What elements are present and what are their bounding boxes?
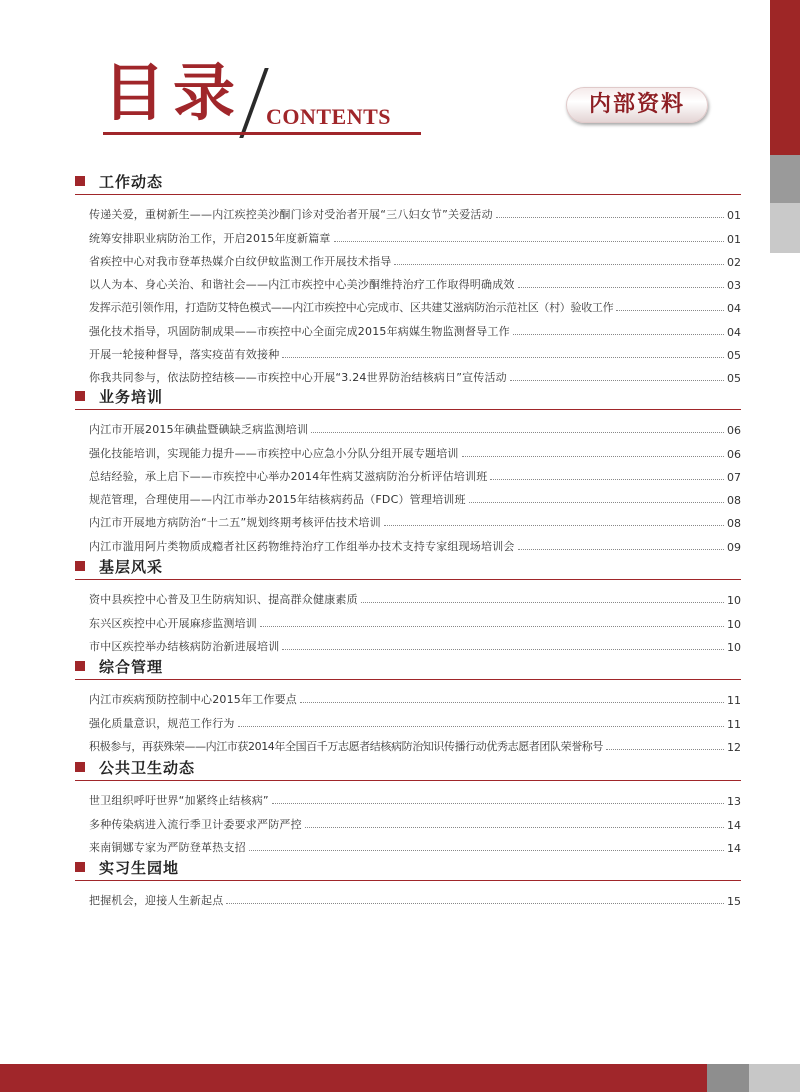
- toc-entry-page: 06: [727, 424, 741, 438]
- toc-entry-page: 01: [727, 209, 741, 223]
- section-divider: [75, 679, 741, 680]
- toc-entry-page: 10: [727, 640, 741, 654]
- toc-entry-page: 04: [727, 302, 741, 316]
- title-underline: [103, 132, 421, 135]
- toc-entry-title: 东兴区疾控中心开展麻疹监测培训: [89, 616, 257, 630]
- toc-entry-title: 积极参与，再获殊荣——内江市获2014年全国百千万志愿者结核病防治知识传播行动优秀志愿者团队荣誉称号: [89, 739, 603, 753]
- toc-entry[interactable]: [75, 199, 741, 222]
- toc-entry-title: 强化技能培训，实现能力提升——市疾控中心应急小分队分组开展专题培训: [89, 446, 459, 460]
- section-divider: [75, 409, 741, 410]
- section-title: 公共卫生动态: [99, 758, 196, 777]
- toc-entry[interactable]: [75, 684, 741, 707]
- toc-entry[interactable]: [75, 530, 741, 553]
- toc-entry-title: 内江市滥用阿片类物质成瘾者社区药物维持治疗工作组举办技术支持专家组现场培训会: [89, 539, 515, 553]
- toc-entry-page: 11: [727, 717, 741, 731]
- leader-dots: [462, 456, 724, 457]
- section-marker-icon: [75, 176, 85, 186]
- toc-entry-page: 10: [727, 617, 741, 631]
- toc-entry-page: 09: [727, 540, 741, 554]
- toc-entry-page: 06: [727, 447, 741, 461]
- toc-entry-title: 把握机会，迎接人生新起点: [89, 894, 224, 908]
- toc-entry-page: 12: [727, 740, 741, 754]
- section-divider: [75, 780, 741, 781]
- toc-entry[interactable]: [75, 437, 741, 460]
- toc-entry-title: 规范管理，合理使用——内江市举办2015年结核病药品（FDC）管理培训班: [89, 493, 466, 507]
- toc-entry[interactable]: [75, 461, 741, 484]
- leader-dots: [249, 850, 724, 851]
- section-training: [75, 385, 741, 554]
- toc-entry[interactable]: [75, 414, 741, 437]
- toc-entry-title: 内江市疾病预防控制中心2015年工作要点: [89, 693, 297, 707]
- toc-entry-page: 11: [727, 694, 741, 708]
- toc-entry-page: 15: [727, 895, 741, 909]
- leader-dots: [384, 525, 724, 526]
- leader-dots: [490, 479, 724, 480]
- leader-dots: [513, 334, 724, 335]
- toc-entry-title: 资中县疾控中心普及卫生防病知识、提高群众健康素质: [89, 593, 358, 607]
- toc-entry[interactable]: [75, 885, 741, 908]
- section-title: 业务培训: [99, 387, 164, 406]
- toc-entry[interactable]: [75, 315, 741, 338]
- toc-entry[interactable]: [75, 808, 741, 831]
- toc-entry-title: 内江市开展2015年碘盐暨碘缺乏病监测培训: [89, 423, 309, 437]
- leader-dots: [518, 287, 724, 288]
- toc-entry-page: 10: [727, 594, 741, 608]
- footer-bar-light-gray: [749, 1064, 800, 1092]
- leader-dots: [496, 217, 724, 218]
- toc-entry-title: 开展一轮接种督导，落实疫苗有效接种: [89, 348, 280, 362]
- toc-entry-title: 世卫组织呼吁世界“加紧终止结核病”: [89, 794, 269, 808]
- toc-entry-page: 13: [727, 795, 741, 809]
- toc-entry-page: 04: [727, 325, 741, 339]
- toc-entry-page: 14: [727, 818, 741, 832]
- edge-band-red: [770, 0, 800, 155]
- toc-entry[interactable]: [75, 507, 741, 530]
- leader-dots: [311, 432, 724, 433]
- leader-dots: [300, 702, 724, 703]
- toc-entry[interactable]: [75, 832, 741, 855]
- toc-entry-title: 总结经验，承上启下——市疾控中心举办2014年性病艾滋病防治分析评估培训班: [89, 469, 488, 483]
- footer-bar-red: [0, 1064, 707, 1092]
- section-marker-icon: [75, 862, 85, 872]
- toc-entry-title: 传递关爱，重树新生——内江疾控美沙酮门诊对受治者开展“三八妇女节”关爱活动: [89, 208, 493, 222]
- leader-dots: [226, 903, 724, 904]
- section-marker-icon: [75, 561, 85, 571]
- leader-dots: [282, 357, 724, 358]
- leader-dots: [238, 726, 724, 727]
- section-divider: [75, 579, 741, 580]
- section-divider: [75, 880, 741, 881]
- toc-entry[interactable]: [75, 584, 741, 607]
- section-marker-icon: [75, 661, 85, 671]
- edge-band-light-gray: [770, 203, 800, 253]
- toc-entry[interactable]: [75, 362, 741, 385]
- leader-dots: [282, 649, 724, 650]
- toc-entry[interactable]: [75, 246, 741, 269]
- leader-dots: [305, 827, 724, 828]
- section-marker-icon: [75, 762, 85, 772]
- page-subtitle: CONTENTS: [266, 104, 392, 129]
- toc-entry-page: 03: [727, 279, 741, 293]
- toc-entry-title: 强化技术指导，巩固防制成果——市疾控中心全面完成2015年病媒生物监测督导工作: [89, 324, 510, 338]
- section-title: 工作动态: [99, 172, 164, 191]
- leader-dots: [616, 310, 724, 311]
- leader-dots: [469, 502, 724, 503]
- toc-entry[interactable]: [75, 269, 741, 292]
- toc-entry-page: 07: [727, 470, 741, 484]
- section-grassroots: [75, 555, 741, 654]
- leader-dots: [361, 602, 724, 603]
- toc-entry-page: 02: [727, 255, 741, 269]
- section-title: 基层风采: [99, 557, 164, 576]
- leader-dots: [260, 626, 724, 627]
- title-slash: [239, 68, 268, 138]
- toc-entry-title: 多种传染病进入流行季卫计委要求严防严控: [89, 817, 302, 831]
- toc-entry[interactable]: [75, 339, 741, 362]
- toc-entry-title: 你我共同参与，依法防控结核——市疾控中心开展“3.24世界防治结核病日”宣传活动: [89, 371, 507, 385]
- leader-dots: [510, 380, 724, 381]
- toc-entry-page: 01: [727, 232, 741, 246]
- section-work-news: [75, 170, 741, 385]
- toc-entry[interactable]: [75, 292, 741, 315]
- toc-entry[interactable]: [75, 607, 741, 630]
- section-public-health: [75, 756, 741, 855]
- section-management: [75, 655, 741, 754]
- leader-dots: [394, 264, 724, 265]
- section-marker-icon: [75, 391, 85, 401]
- toc-entry-title: 强化质量意识，规范工作行为: [89, 716, 235, 730]
- toc-entry[interactable]: [75, 785, 741, 808]
- section-title: 实习生园地: [99, 858, 180, 877]
- toc-entry[interactable]: [75, 731, 741, 754]
- toc-entry-title: 来南铜娜专家为严防登革热支招: [89, 840, 246, 854]
- leader-dots: [334, 241, 724, 242]
- leader-dots: [518, 549, 724, 550]
- toc-entry-page: 05: [727, 372, 741, 386]
- toc-entry-title: 省疾控中心对我市登革热媒介白纹伊蚊监测工作开展技术指导: [89, 254, 392, 268]
- toc-entry[interactable]: [75, 631, 741, 654]
- toc-entry[interactable]: [75, 707, 741, 730]
- leader-dots: [606, 749, 724, 750]
- toc-entry-page: 08: [727, 494, 741, 508]
- toc-entry-title: 发挥示范引领作用，打造防艾特色模式——内江市疾控中心完成市、区共建艾滋病防治示范社区（村）验收工作: [89, 301, 614, 315]
- toc-entry[interactable]: [75, 222, 741, 245]
- edge-band-gray: [770, 155, 800, 203]
- toc-entry-title: 以人为本、身心关治、和谐社会——内江市疾控中心美沙酮维持治疗工作取得明确成效: [89, 278, 515, 292]
- footer-bar-gray: [707, 1064, 749, 1092]
- internal-badge: 内部资料: [566, 87, 708, 123]
- toc-entry-page: 08: [727, 517, 741, 531]
- toc-entry-title: 内江市开展地方病防治“十二五”规划终期考核评估技术培训: [89, 516, 381, 530]
- section-intern-corner: [75, 856, 741, 908]
- section-title: 综合管理: [99, 657, 164, 676]
- toc-entry-title: 市中区疾控举办结核病防治新进展培训: [89, 639, 280, 653]
- toc-entry[interactable]: [75, 484, 741, 507]
- section-divider: [75, 194, 741, 195]
- toc-entry-page: 05: [727, 349, 741, 363]
- toc-entry-page: 14: [727, 841, 741, 855]
- toc-entry-title: 统筹安排职业病防治工作，开启2015年度新篇章: [89, 231, 331, 245]
- leader-dots: [272, 803, 724, 804]
- page-title: 目录: [103, 56, 244, 129]
